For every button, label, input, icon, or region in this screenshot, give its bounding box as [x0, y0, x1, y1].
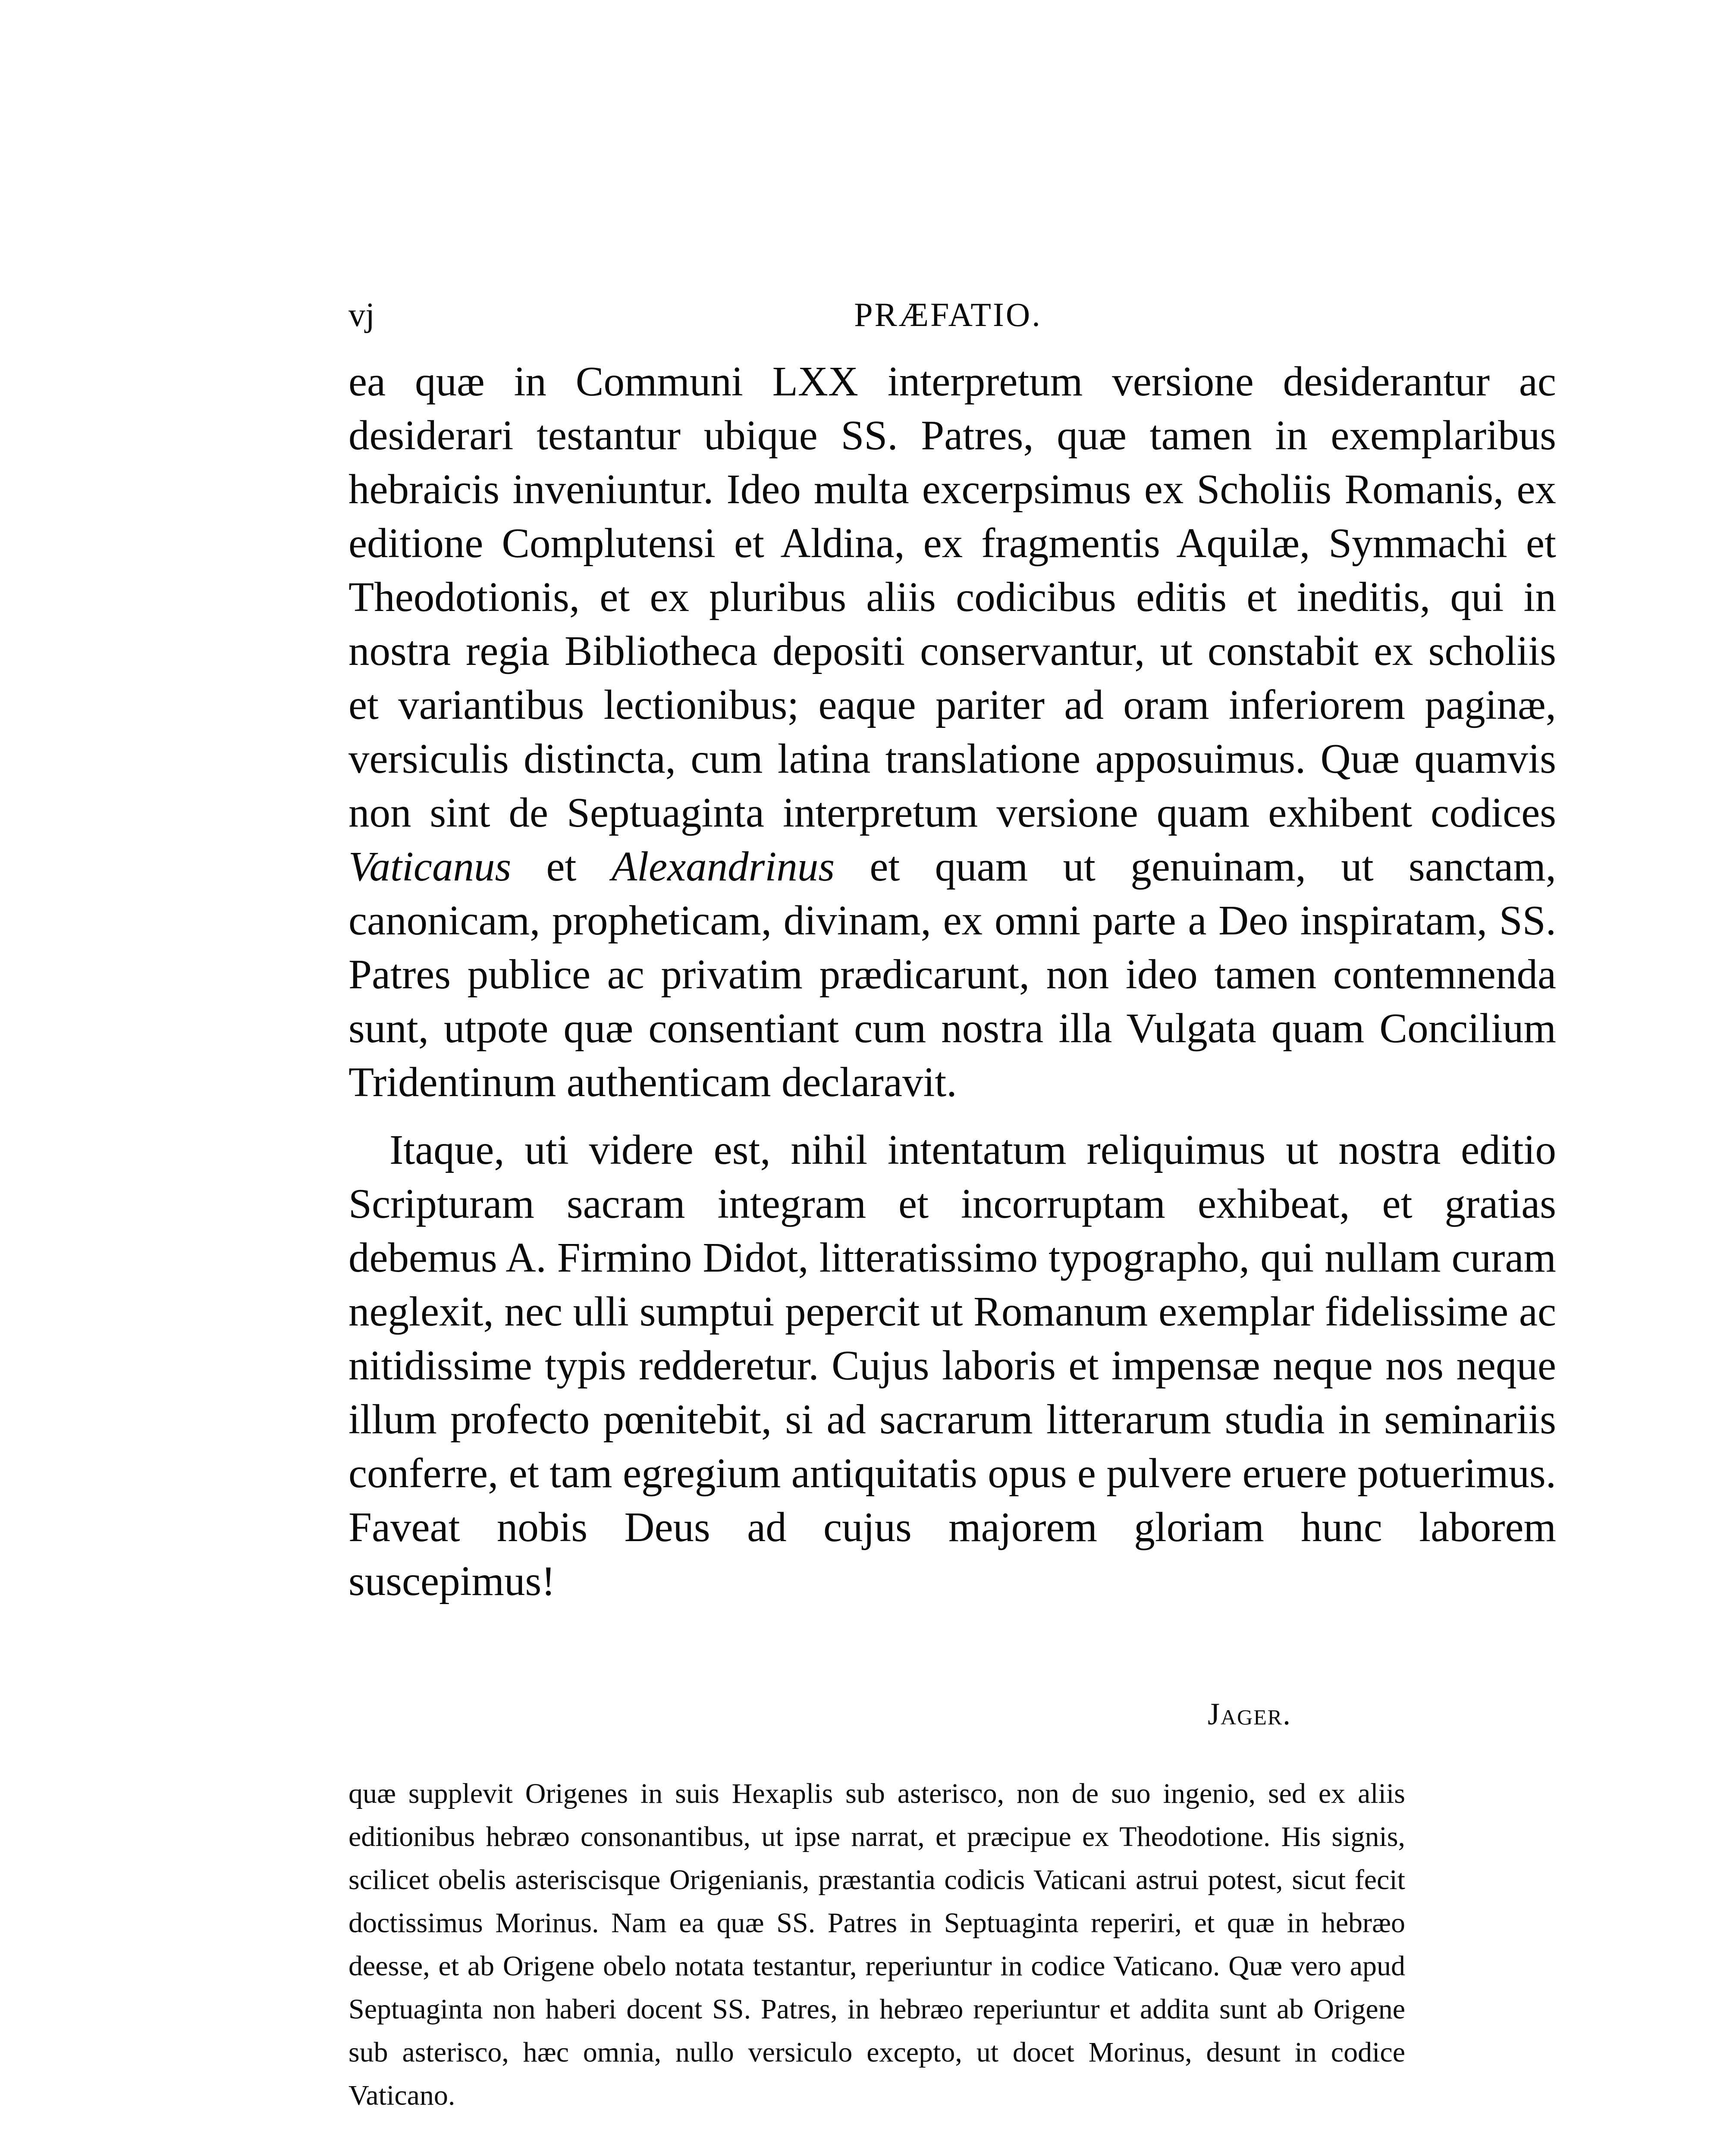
paragraph-2: Itaque, uti videre est, nihil intentatum reliquimus ut nostra editio Scripturam sacram integram et incorruptam exhibeat, et gratias debemus A. Firmino Didot, litteratissimo typographo, qui nullam curam neglexit, nec ulli sumptui pepercit ut Romanum exemplar fidelissime ac nitidissime typis redderetur. Cujus laboris et impensæ neque nos neque illum profecto pœnitebit, si ad sacrarum litterarum studia in seminariis conferre, et tam egregium antiquitatis opus e pulvere eruere potuerimus. Faveat nobis Deus ad cujus majorem gloriam hunc laborem suscepimus! [348, 1127, 1556, 1604]
signature: Jager. [1208, 1697, 1292, 1731]
running-title: PRÆFATIO. [854, 296, 1042, 333]
footnote [348, 1772, 1405, 2117]
codex-alexandrinus: Alexandrinus [611, 843, 835, 890]
paragraph-1 [348, 354, 1556, 1109]
page-number: vj [348, 296, 375, 333]
conjunction: et [546, 843, 577, 890]
main-text [348, 354, 1556, 1608]
page-header [348, 291, 1384, 338]
paragraph-1-part-a: ea quæ in Communi LXX interpretum versione desiderantur ac desiderari testantur ubique SS. Patres, quæ tamen in exemplaribus hebraicis inveniuntur. Ideo multa excerpsimus ex Scholiis Romanis, ex editione Complutensi et Aldina, ex fragmentis Aquilæ, Symmachi et Theodotionis, et ex pluribus aliis codicibus editis et ineditis, qui in nostra regia Bibliotheca depositi conservantur, ut constabit ex scholiis et variantibus lectionibus; eaque pariter ad oram inferiorem paginæ, versiculis distincta, cum latina translatione apposuimus. Quæ quamvis non sint de Septuaginta interpretum versione quam exhibent codices [348, 358, 1556, 836]
codex-vaticanus: Vaticanus [348, 843, 512, 890]
footnote-text: quæ supplevit Origenes in suis Hexaplis sub asterisco, non de suo ingenio, sed ex aliis editionibus hebræo consonantibus, ut ipse narrat, et præcipue ex Theodotione. His signis, scilicet obelis asteriscisque Origenianis, præstantia codicis Vaticani astrui potest, sicut fecit doctissimus Morinus. Nam ea quæ SS. Patres in Septuaginta reperiri, et quæ in hebræo deesse, et ab Origene obelo notata testantur, reperiuntur in codice Vaticano. Quæ vero apud Septuaginta non haberi docent SS. Patres, in hebræo reperiuntur et addita sunt ab Origene sub asterisco, hæc omnia, nullo versiculo excepto, ut docet Morinus, desunt in codice Vaticano. [348, 1778, 1405, 2111]
paragraph-1-part-b: et quam ut genuinam, ut sanctam, canonicam, propheticam, divinam, ex omni parte a Deo inspiratam, SS. Patres publice ac privatim prædicarunt, non ideo tamen contemnenda sunt, utpote quæ consentiant cum nostra illa Vulgata quam Concilium Tridentinum authenticam declaravit. [348, 843, 1557, 1105]
